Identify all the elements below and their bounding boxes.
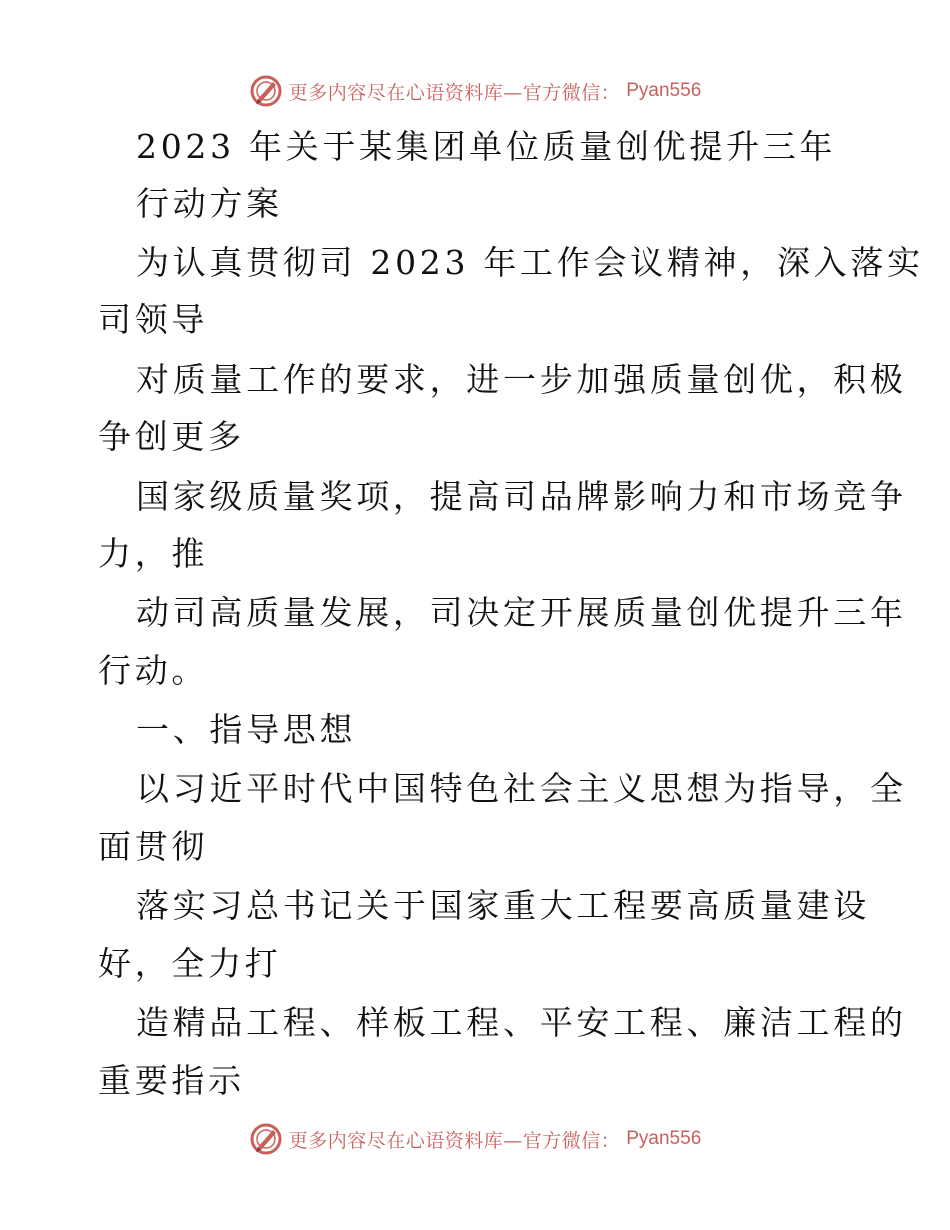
doc-paragraph-line: 对质量工作的要求，进一步加强质量创优，积极	[136, 360, 907, 399]
watermark-header	[0, 71, 950, 111]
watermark-wechat-id: Pyan556	[626, 1128, 702, 1149]
doc-paragraph-line: 力，推	[98, 534, 209, 573]
doc-paragraph-line: 争创更多	[98, 417, 245, 456]
doc-paragraph-line: 司领导	[98, 300, 209, 339]
watermark-text: 更多内容尽在心语资料库—官方微信：	[288, 1129, 621, 1152]
doc-paragraph-line: 国家级质量奖项，提高司品牌影响力和市场竞争	[136, 477, 907, 516]
watermark-footer	[0, 1119, 950, 1159]
doc-paragraph-line: 为认真贯彻司 2023 年工作会议精神，深入落实	[136, 243, 924, 282]
doc-paragraph-line: 面贯彻	[98, 827, 209, 866]
doc-paragraph-line: 重要指示	[98, 1061, 245, 1100]
doc-paragraph-line: 动司高质量发展，司决定开展质量创优提升三年	[136, 593, 907, 632]
doc-section-heading: 一、指导思想	[136, 710, 357, 749]
doc-paragraph-line: 好，全力打	[98, 944, 282, 983]
doc-paragraph-line: 造精品工程、样板工程、平安工程、廉洁工程的	[136, 1003, 907, 1042]
watermark-wechat-id: Pyan556	[626, 80, 702, 101]
doc-paragraph-line: 行动。	[98, 651, 209, 690]
doc-title-line-2: 行动方案	[136, 184, 283, 223]
seal-pen-icon	[249, 1122, 283, 1156]
watermark-text: 更多内容尽在心语资料库—官方微信：	[288, 81, 621, 104]
doc-paragraph-line: 以习近平时代中国特色社会主义思想为指导，全	[136, 769, 907, 808]
doc-paragraph-line: 落实习总书记关于国家重大工程要高质量建设	[136, 886, 870, 925]
doc-title-line-1: 2023 年关于某集团单位质量创优提升三年	[136, 127, 837, 166]
seal-pen-icon	[249, 74, 283, 108]
